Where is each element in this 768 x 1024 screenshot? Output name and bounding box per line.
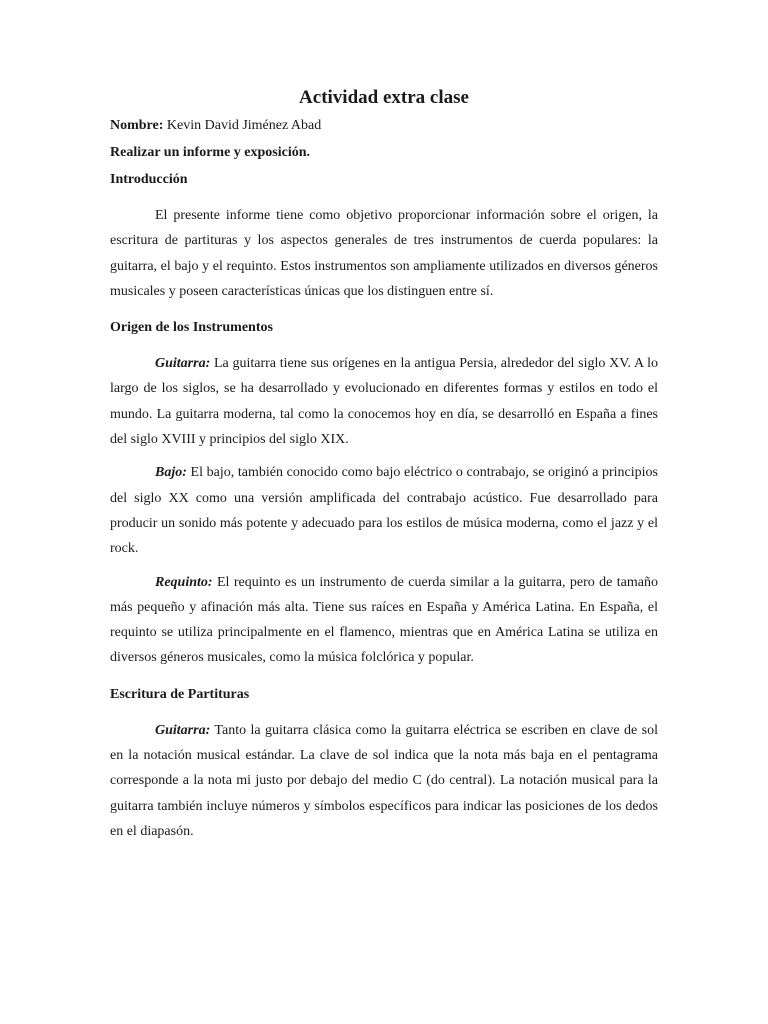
origin-guitarra-text: La guitarra tiene sus orígenes en la antigua Persia, alrededor del siglo XV. A lo largo de los siglos, se ha desarrollado y evolucionado en diferentes formas y estilos en todo el mundo. La guitarra moderna, tal como la conocemos hoy en día, se desarrolló en España a fines del siglo XVIII y principios del siglo XIX. [110, 356, 658, 448]
origin-guitarra-term: Guitarra: [155, 356, 211, 372]
origin-bajo-paragraph [110, 460, 658, 561]
intro-paragraph: El presente informe tiene como objetivo proporcionar información sobre el origen, la escritura de partituras y los aspectos generales de tres instrumentos de cuerda populares: la guitarra, el bajo y el requinto. Estos instrumentos son ampliamente utilizados en diversos géneros musicales y poseen características únicas que los distinguen entre sí. [110, 208, 658, 299]
scores-guitarra-text: Tanto la guitarra clásica como la guitarra eléctrica se escriben en clave de sol en la notación musical estándar. La clave de sol indica que la nota más baja en el pentagrama corresponde a la nota mi justo por debajo del medio C (do central). La notación musical para la guitarra también incluye números y símbolos específicos para indicar las posiciones de los dedos en el diapasón. [110, 722, 658, 839]
name-label: Nombre: [110, 118, 164, 133]
origin-bajo-text: El bajo, también conocido como bajo eléctrico o contrabajo, se originó a principios del siglo XX como una versión amplificada del contrabajo acústico. Fue desarrollado para producir un sonido más potente y adecuado para los estilos de música moderna, como el jazz y el rock. [110, 465, 658, 557]
document-title: Actividad extra clase [299, 87, 469, 108]
task-text: Realizar un informe y exposición. [110, 145, 311, 160]
scores-heading: Escritura de Partituras [110, 686, 250, 702]
origin-requinto-term: Requinto: [155, 574, 213, 590]
name-value: Kevin David Jiménez Abad [166, 118, 322, 133]
intro-heading: Introducción [110, 172, 188, 187]
scores-guitarra-paragraph [110, 718, 658, 844]
scores-guitarra-term: Guitarra: [155, 722, 211, 738]
task-line [110, 143, 658, 163]
origin-requinto-text: El requinto es un instrumento de cuerda similar a la guitarra, pero de tamaño más pequeño y afinación más alta. Tiene sus raíces en España y América Latina. En España, el requinto se utiliza principalmente en el flamenco, mientras que en América Latina se utiliza en diversos géneros musicales, como la música folclórica y popular. [110, 574, 658, 666]
student-name-line [110, 116, 658, 136]
origin-guitarra-paragraph [110, 351, 658, 452]
origin-bajo-term: Bajo: [155, 465, 187, 481]
origin-requinto-paragraph [110, 570, 658, 671]
origin-heading: Origen de los Instrumentos [110, 320, 273, 336]
